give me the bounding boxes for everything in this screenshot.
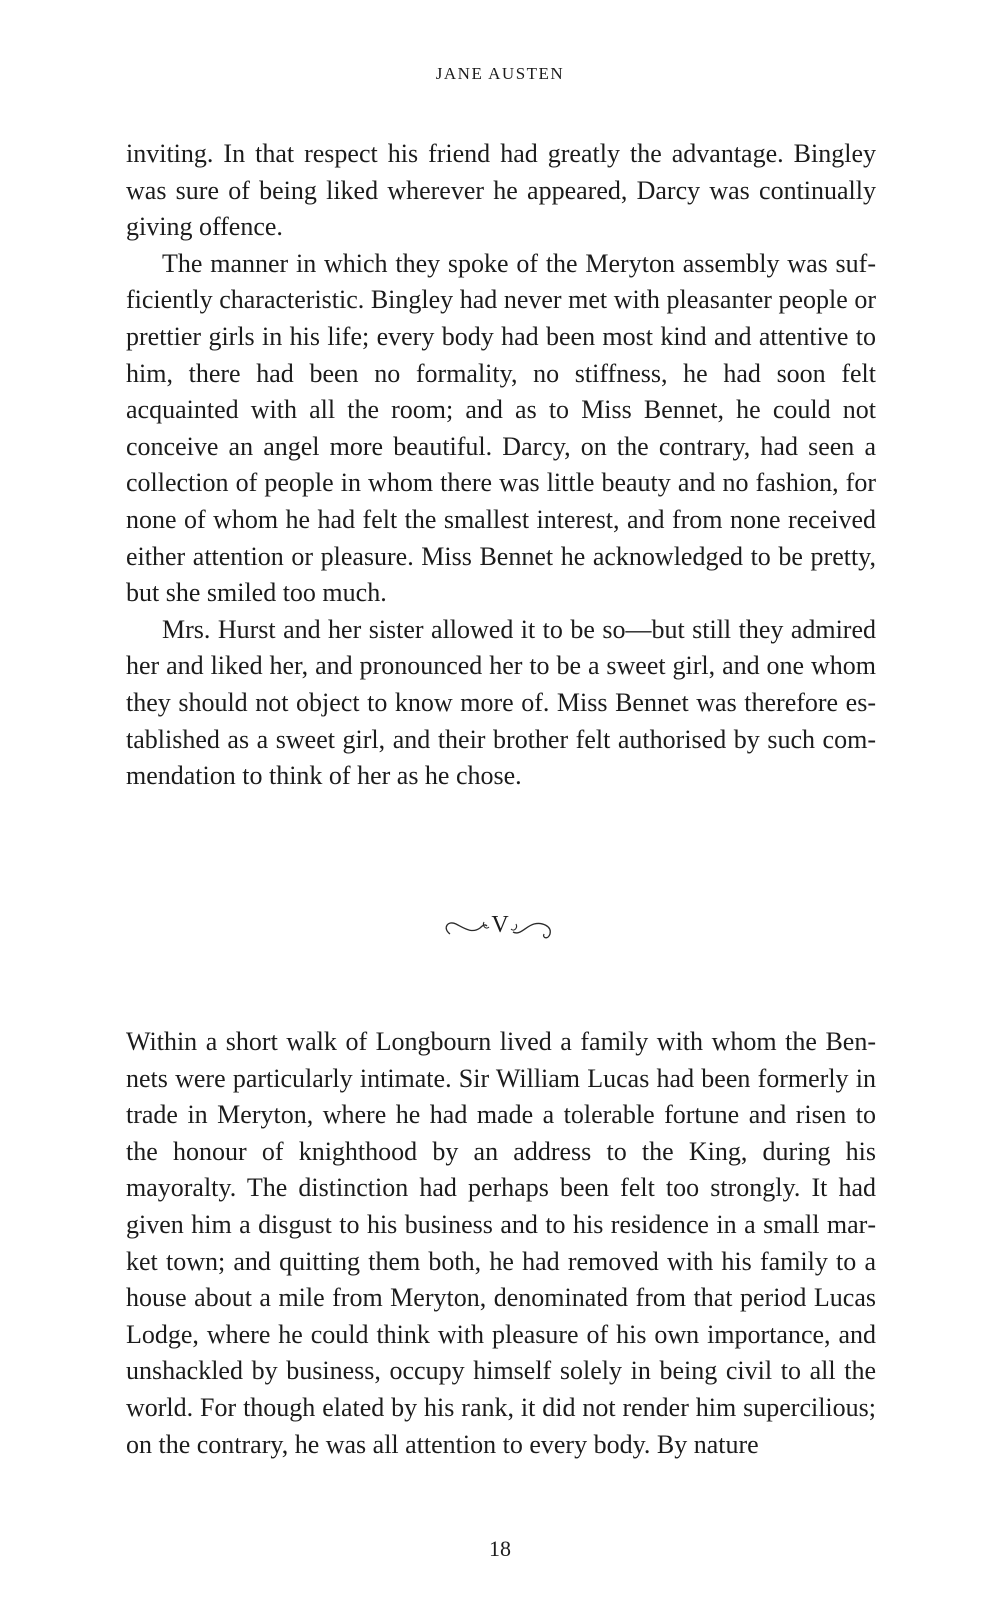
- paragraph-mrs-hurst: Mrs. Hurst and her sister allowed it to be so—but still they admired her and liked her, and pronounced her to be a sweet girl, and one whom they should not object to know more of. Miss Bennet was therefore established as a sweet girl, and their brother felt authorised by such commendation to think of her as he chose.: [126, 614, 876, 791]
- paragraph-meryton-assembly: The manner in which they spoke of the Meryton assembly was sufficiently characteristic. Bingley had never met with pleasanter people or prettier girls in his life; every body had been most kind and attentive to him, there had been no formality, no stiffness, he had soon felt acquainted with all the room; and as to Miss Bennet, he could not conceive an angel more beautiful. Darcy, on the contrary, had seen a collection of people in whom there was little beauty and no fashion, for none of whom he had felt the smallest interest, and from none received either attention or pleasure. Miss Bennet he acknowledged to be pretty, but she smiled too much.: [126, 248, 876, 608]
- text-block-top: [126, 136, 876, 795]
- text-block-bottom: [126, 1024, 876, 1463]
- chapter-number: V: [491, 912, 509, 938]
- paragraph-continuation: inviting. In that respect his friend had greatly the advantage. Bingley was sure of being liked wherever he appeared, Darcy was continually giving offence.: [126, 139, 876, 242]
- paragraph-chapter-opening: Within a short walk of Longbourn lived a family with whom the Bennets were particularly intimate. Sir William Lucas had been formerly in trade in Meryton, where he had made a tolerable fortune and risen to the honour of knighthood by an address to the King, during his mayoralty. The distinction had perhaps been felt too strongly. It had given him a disgust to his business and to his residence in a small market town; and quitting them both, he had removed with his family to a house about a mile from Meryton, denominated from that period Lucas Lodge, where he could think with pleasure of his own importance, and unshackled by business, occupy himself solely in being civil to all the world. For though elated by his rank, it did not render him supercilious; on the contrary, he was all attention to every body. By nature: [126, 1027, 876, 1459]
- page-number: 18: [489, 1536, 511, 1561]
- running-head: JANE AUSTEN: [435, 64, 565, 83]
